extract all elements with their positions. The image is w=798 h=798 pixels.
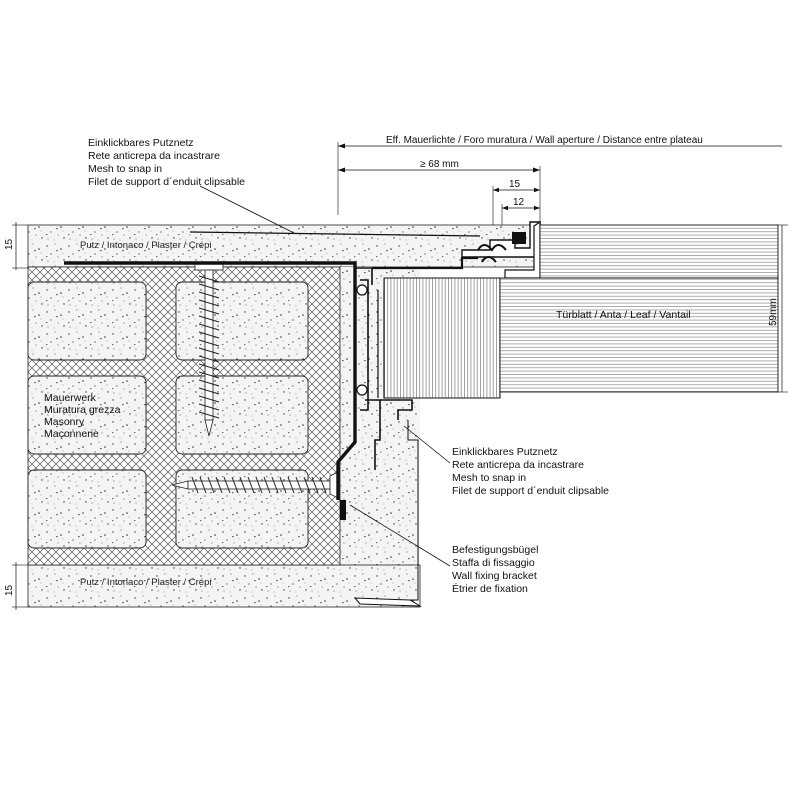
callout-mesh-right [404, 426, 609, 497]
min-width-label: ≥ 68 mm [420, 159, 459, 170]
callout-line: Rete anticrepa da incastrare [88, 150, 220, 162]
dimension-min-width [338, 159, 540, 222]
leaf-thickness-label: 59mm [768, 298, 779, 326]
callout-line: Filet de support d´enduit clipsable [452, 485, 610, 497]
callout-line: Einklickbares Putznetz [88, 137, 194, 149]
masonry-label-line: Muratura grezza [44, 404, 121, 416]
callout-line: Wall fixing bracket [452, 570, 537, 582]
gasket [384, 278, 500, 398]
masonry-label-line: Mauerwerk [44, 392, 96, 404]
dim-15-label: 15 [509, 179, 521, 190]
callout-line: Staffa di fissaggio [452, 557, 535, 569]
masonry-label-line: Maçonnerie [44, 428, 99, 440]
callout-line: Rete anticrepa da incastrare [452, 459, 584, 471]
plaster-bottom-label: Putz / Intonaco / Plaster / Crépi [80, 577, 212, 588]
left-bottom-15: 15 [4, 584, 15, 596]
callout-mesh-top [88, 137, 294, 233]
plaster-top-label: Putz / Intonaco / Plaster / Crépi [80, 240, 212, 251]
masonry-label-line: Masonry [44, 416, 85, 428]
door-leaf-label: Türblatt / Anta / Leaf / Vantail [556, 309, 691, 321]
callout-line: Mesh to snap in [452, 472, 527, 484]
callout-line: Einklickbares Putznetz [452, 446, 558, 458]
dim-12-label: 12 [513, 197, 525, 208]
dimension-left-top [4, 222, 28, 270]
dimension-left-bottom [4, 562, 28, 610]
left-top-15: 15 [4, 238, 15, 250]
dimension-wall-aperture [338, 135, 782, 215]
callout-line: Filet de support d´enduit clipsable [88, 176, 246, 188]
door-leaf [540, 225, 778, 278]
wall-aperture-label: Eff. Mauerlichte / Foro muratura / Wall aperture / Distance entre plateau [386, 135, 703, 146]
callout-line: Mesh to snap in [88, 163, 163, 175]
callout-line: Befestigungsbügel [452, 544, 539, 556]
door-leaf-lower [500, 278, 778, 392]
callout-line: Étrier de fixation [452, 583, 528, 595]
